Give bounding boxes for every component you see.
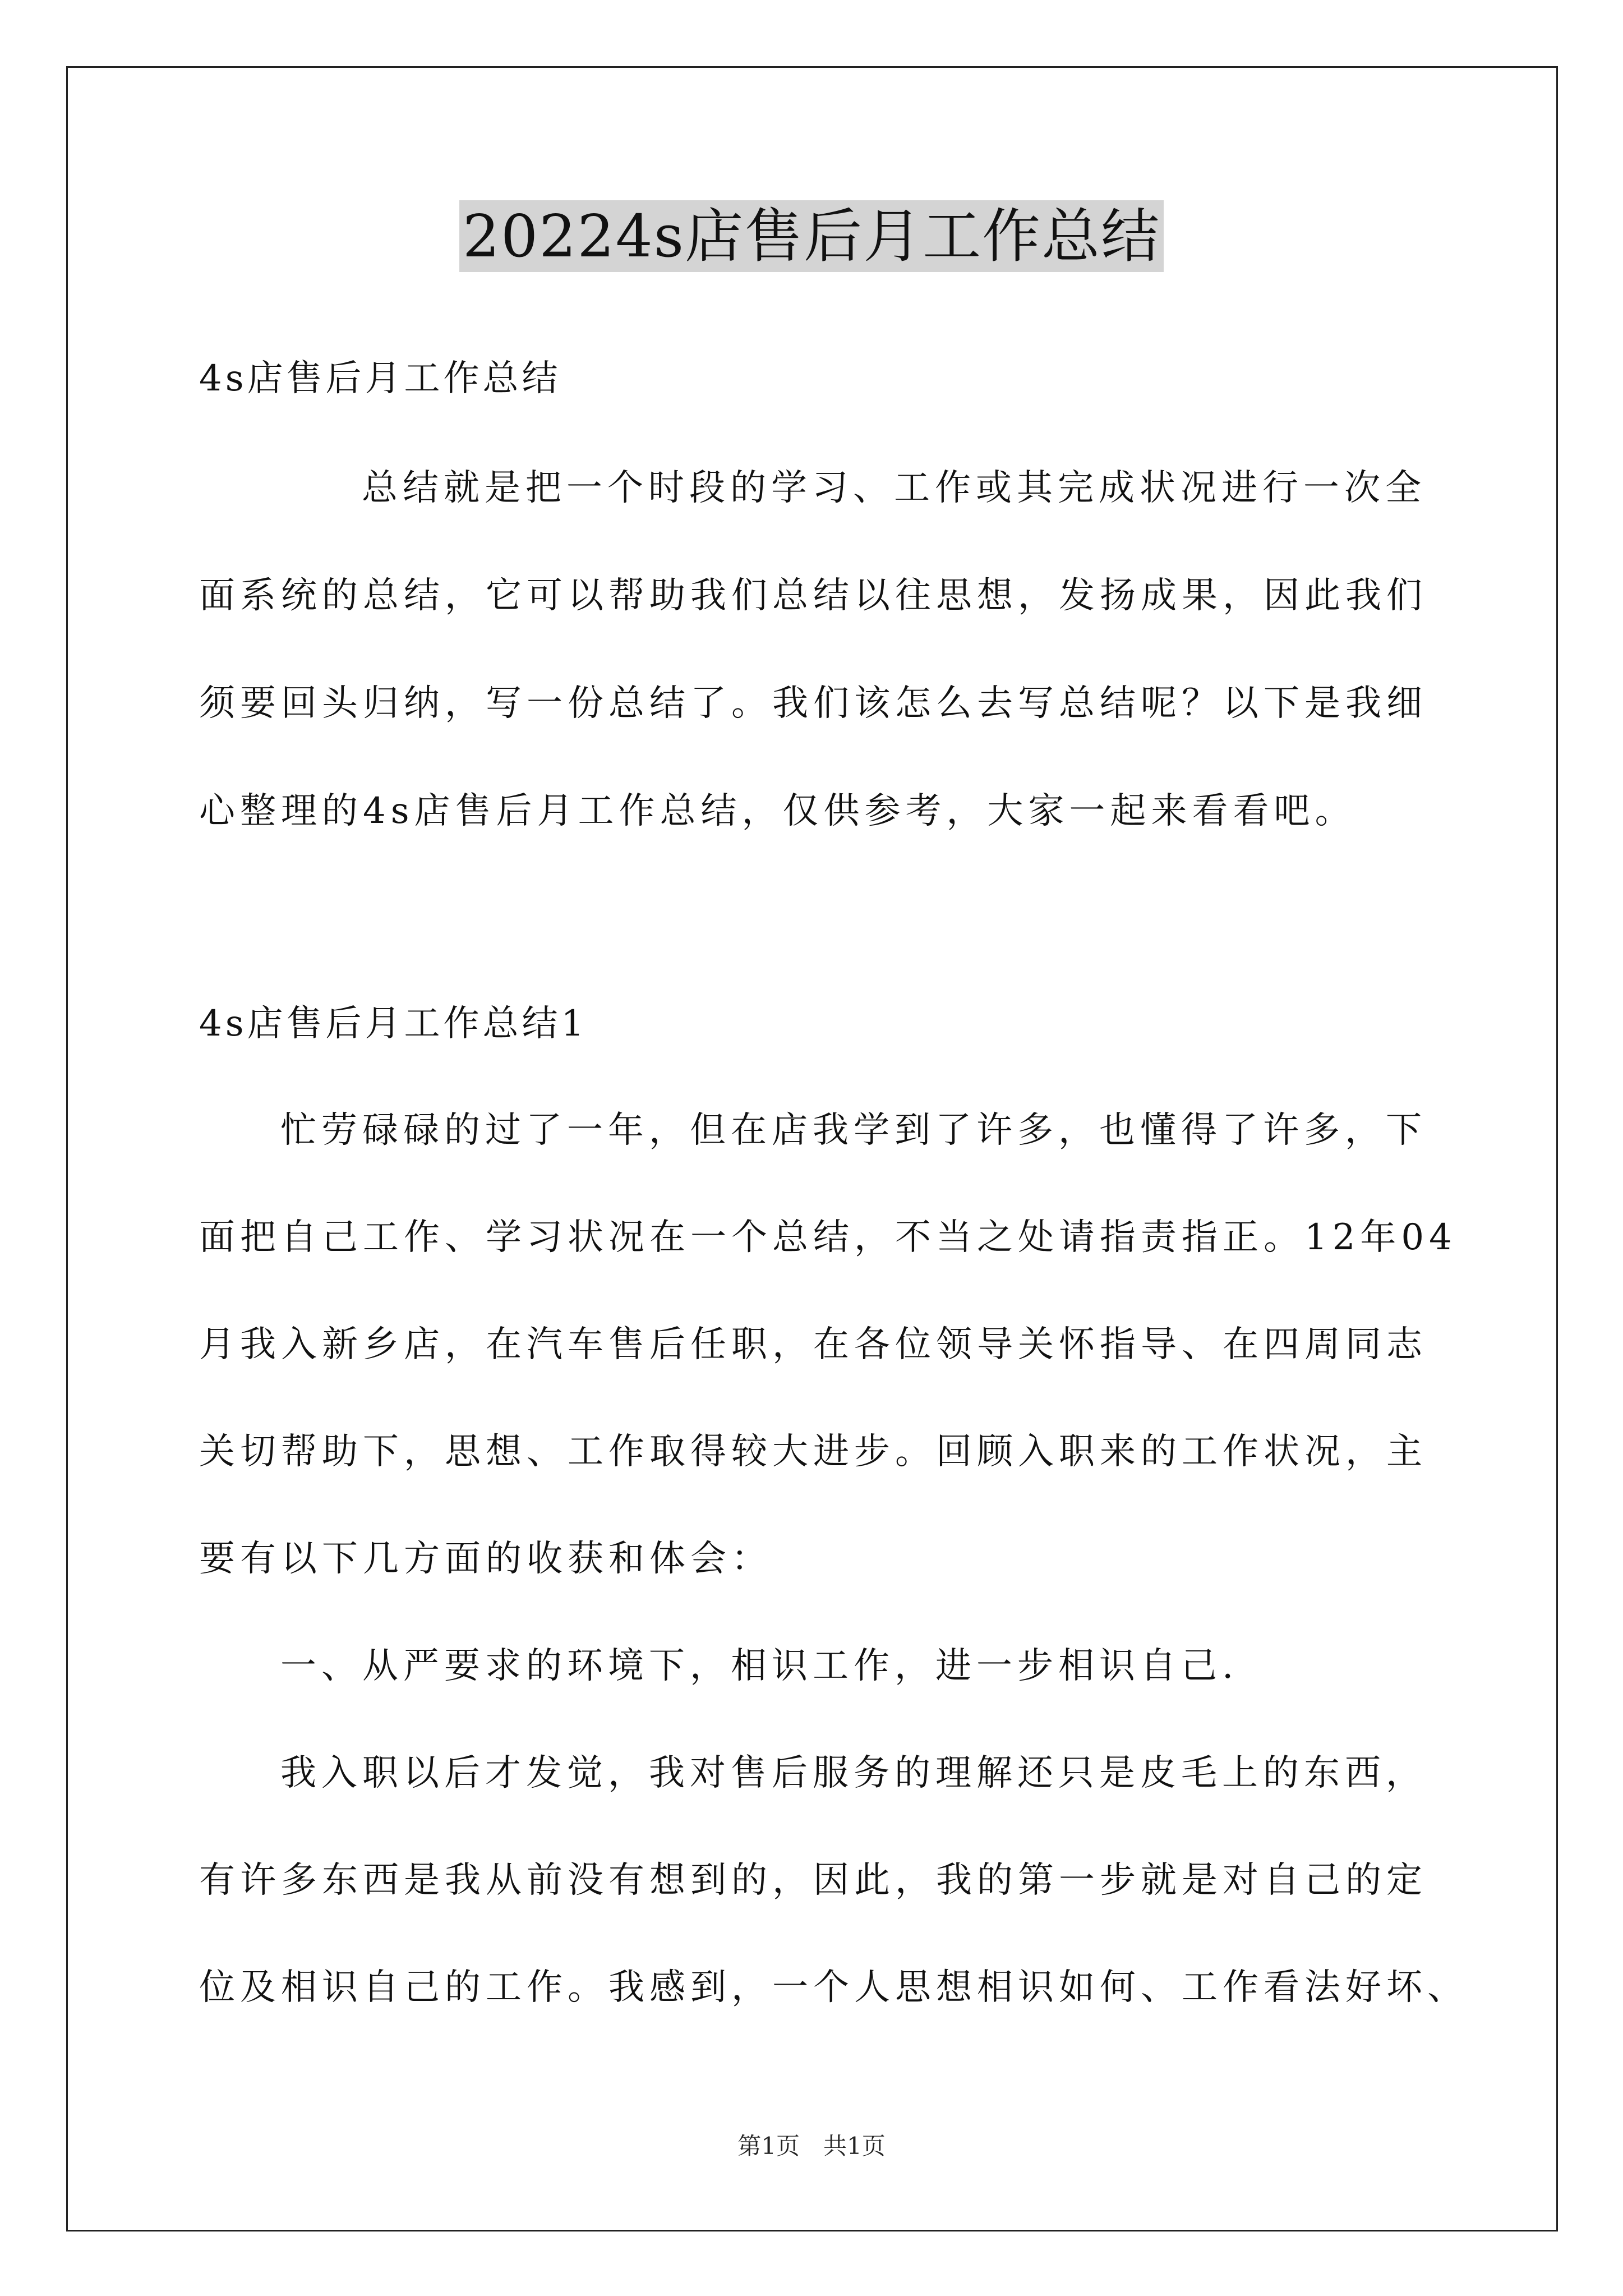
body-line: 有许多东西是我从前没有想到的，因此，我的第一步就是对自己的定: [199, 1860, 1427, 1901]
title-container: [0, 200, 1623, 272]
intro-line: 面系统的总结，它可以帮助我们总结以往思想，发扬成果，因此我们: [199, 575, 1427, 616]
body-line: 关切帮助下，思想、工作取得较大进步。回顾入职来的工作状况，主: [199, 1431, 1427, 1473]
page-number-footer: 第1页 共1页: [737, 2132, 886, 2160]
body-line: 一、从严要求的环境下，相识工作，进一步相识自己.: [280, 1645, 1239, 1687]
intro-line: 总结就是把一个时段的学习、工作或其完成状况进行一次全: [362, 467, 1426, 509]
body-line: 面把自己工作、学习状况在一个总结，不当之处请指责指正。12年04: [199, 1217, 1457, 1258]
body-line: 忙劳碌碌的过了一年，但在店我学到了许多，也懂得了许多，下: [280, 1110, 1427, 1151]
section-heading: 4s店售后月工作总结1: [199, 1003, 588, 1045]
intro-line: 心整理的4s店售后月工作总结，仅供参考，大家一起来看看吧。: [199, 790, 1356, 832]
body-line: 月我入新乡店，在汽车售后任职，在各位领导关怀指导、在四周同志: [199, 1324, 1427, 1365]
body-line: 要有以下几方面的收获和体会：: [199, 1538, 772, 1580]
body-line: 我入职以后才发觉，我对售后服务的理解还只是皮毛上的东西，: [280, 1752, 1427, 1794]
document-title: 20224s店售后月工作总结: [459, 200, 1164, 272]
body-line: 位及相识自己的工作。我感到，一个人思想相识如何、工作看法好坏、: [199, 1967, 1468, 2008]
document-subtitle: 4s店售后月工作总结: [199, 358, 561, 399]
intro-line: 须要回头归纳，写一份总结了。我们该怎么去写总结呢？以下是我细: [199, 683, 1427, 724]
